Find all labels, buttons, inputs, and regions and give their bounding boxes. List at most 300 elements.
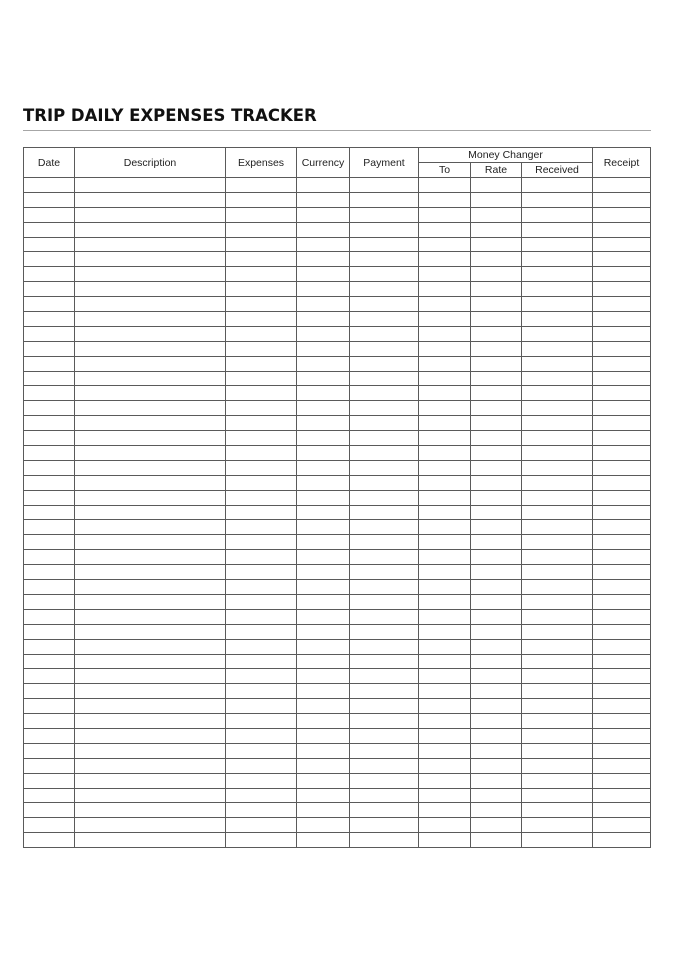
- cell-received[interactable]: [522, 431, 593, 446]
- cell-receipt[interactable]: [593, 758, 651, 773]
- cell-description[interactable]: [75, 609, 226, 624]
- cell-currency[interactable]: [297, 684, 350, 699]
- cell-payment[interactable]: [350, 758, 419, 773]
- cell-expenses[interactable]: [226, 178, 297, 193]
- cell-to[interactable]: [419, 758, 471, 773]
- cell-date[interactable]: [24, 475, 75, 490]
- cell-payment[interactable]: [350, 297, 419, 312]
- cell-receipt[interactable]: [593, 818, 651, 833]
- cell-currency[interactable]: [297, 431, 350, 446]
- cell-payment[interactable]: [350, 207, 419, 222]
- cell-payment[interactable]: [350, 699, 419, 714]
- cell-payment[interactable]: [350, 594, 419, 609]
- cell-rate[interactable]: [471, 594, 522, 609]
- cell-expenses[interactable]: [226, 818, 297, 833]
- cell-date[interactable]: [24, 803, 75, 818]
- cell-expenses[interactable]: [226, 609, 297, 624]
- cell-to[interactable]: [419, 222, 471, 237]
- cell-to[interactable]: [419, 684, 471, 699]
- cell-expenses[interactable]: [226, 386, 297, 401]
- cell-receipt[interactable]: [593, 609, 651, 624]
- cell-received[interactable]: [522, 416, 593, 431]
- cell-expenses[interactable]: [226, 237, 297, 252]
- cell-rate[interactable]: [471, 639, 522, 654]
- cell-rate[interactable]: [471, 728, 522, 743]
- cell-expenses[interactable]: [226, 416, 297, 431]
- cell-payment[interactable]: [350, 565, 419, 580]
- cell-description[interactable]: [75, 192, 226, 207]
- cell-receipt[interactable]: [593, 535, 651, 550]
- cell-currency[interactable]: [297, 818, 350, 833]
- cell-description[interactable]: [75, 312, 226, 327]
- cell-expenses[interactable]: [226, 520, 297, 535]
- cell-description[interactable]: [75, 356, 226, 371]
- cell-payment[interactable]: [350, 178, 419, 193]
- cell-received[interactable]: [522, 833, 593, 848]
- cell-receipt[interactable]: [593, 237, 651, 252]
- cell-received[interactable]: [522, 297, 593, 312]
- cell-rate[interactable]: [471, 386, 522, 401]
- cell-currency[interactable]: [297, 297, 350, 312]
- cell-received[interactable]: [522, 818, 593, 833]
- cell-receipt[interactable]: [593, 788, 651, 803]
- cell-received[interactable]: [522, 803, 593, 818]
- cell-description[interactable]: [75, 386, 226, 401]
- cell-payment[interactable]: [350, 192, 419, 207]
- cell-receipt[interactable]: [593, 580, 651, 595]
- cell-to[interactable]: [419, 833, 471, 848]
- cell-receipt[interactable]: [593, 416, 651, 431]
- cell-currency[interactable]: [297, 416, 350, 431]
- cell-date[interactable]: [24, 728, 75, 743]
- cell-payment[interactable]: [350, 326, 419, 341]
- cell-to[interactable]: [419, 580, 471, 595]
- cell-currency[interactable]: [297, 520, 350, 535]
- cell-rate[interactable]: [471, 490, 522, 505]
- cell-description[interactable]: [75, 818, 226, 833]
- cell-expenses[interactable]: [226, 550, 297, 565]
- cell-payment[interactable]: [350, 654, 419, 669]
- cell-currency[interactable]: [297, 371, 350, 386]
- cell-date[interactable]: [24, 297, 75, 312]
- cell-date[interactable]: [24, 714, 75, 729]
- cell-payment[interactable]: [350, 520, 419, 535]
- cell-date[interactable]: [24, 490, 75, 505]
- cell-description[interactable]: [75, 178, 226, 193]
- cell-date[interactable]: [24, 267, 75, 282]
- cell-receipt[interactable]: [593, 475, 651, 490]
- cell-description[interactable]: [75, 490, 226, 505]
- cell-expenses[interactable]: [226, 401, 297, 416]
- cell-description[interactable]: [75, 282, 226, 297]
- cell-expenses[interactable]: [226, 326, 297, 341]
- cell-receipt[interactable]: [593, 356, 651, 371]
- cell-received[interactable]: [522, 624, 593, 639]
- cell-to[interactable]: [419, 773, 471, 788]
- cell-received[interactable]: [522, 699, 593, 714]
- cell-rate[interactable]: [471, 267, 522, 282]
- cell-rate[interactable]: [471, 550, 522, 565]
- cell-expenses[interactable]: [226, 282, 297, 297]
- cell-to[interactable]: [419, 520, 471, 535]
- cell-currency[interactable]: [297, 490, 350, 505]
- cell-description[interactable]: [75, 788, 226, 803]
- cell-currency[interactable]: [297, 401, 350, 416]
- cell-received[interactable]: [522, 326, 593, 341]
- cell-to[interactable]: [419, 743, 471, 758]
- cell-description[interactable]: [75, 728, 226, 743]
- cell-to[interactable]: [419, 639, 471, 654]
- cell-date[interactable]: [24, 550, 75, 565]
- cell-description[interactable]: [75, 520, 226, 535]
- cell-description[interactable]: [75, 475, 226, 490]
- cell-to[interactable]: [419, 490, 471, 505]
- cell-to[interactable]: [419, 401, 471, 416]
- cell-expenses[interactable]: [226, 580, 297, 595]
- cell-rate[interactable]: [471, 565, 522, 580]
- cell-currency[interactable]: [297, 505, 350, 520]
- cell-currency[interactable]: [297, 178, 350, 193]
- cell-receipt[interactable]: [593, 773, 651, 788]
- cell-currency[interactable]: [297, 207, 350, 222]
- cell-date[interactable]: [24, 609, 75, 624]
- cell-description[interactable]: [75, 699, 226, 714]
- cell-to[interactable]: [419, 535, 471, 550]
- cell-payment[interactable]: [350, 460, 419, 475]
- cell-received[interactable]: [522, 252, 593, 267]
- cell-payment[interactable]: [350, 639, 419, 654]
- cell-to[interactable]: [419, 312, 471, 327]
- cell-date[interactable]: [24, 222, 75, 237]
- cell-expenses[interactable]: [226, 192, 297, 207]
- cell-date[interactable]: [24, 312, 75, 327]
- cell-received[interactable]: [522, 386, 593, 401]
- cell-description[interactable]: [75, 341, 226, 356]
- cell-receipt[interactable]: [593, 490, 651, 505]
- cell-rate[interactable]: [471, 252, 522, 267]
- cell-expenses[interactable]: [226, 758, 297, 773]
- cell-received[interactable]: [522, 639, 593, 654]
- cell-payment[interactable]: [350, 505, 419, 520]
- cell-date[interactable]: [24, 252, 75, 267]
- cell-rate[interactable]: [471, 460, 522, 475]
- cell-received[interactable]: [522, 490, 593, 505]
- cell-date[interactable]: [24, 520, 75, 535]
- cell-received[interactable]: [522, 520, 593, 535]
- cell-payment[interactable]: [350, 743, 419, 758]
- cell-received[interactable]: [522, 728, 593, 743]
- cell-date[interactable]: [24, 460, 75, 475]
- cell-receipt[interactable]: [593, 594, 651, 609]
- cell-currency[interactable]: [297, 669, 350, 684]
- cell-rate[interactable]: [471, 341, 522, 356]
- cell-to[interactable]: [419, 624, 471, 639]
- cell-description[interactable]: [75, 460, 226, 475]
- cell-date[interactable]: [24, 326, 75, 341]
- cell-rate[interactable]: [471, 773, 522, 788]
- cell-currency[interactable]: [297, 475, 350, 490]
- cell-expenses[interactable]: [226, 475, 297, 490]
- cell-expenses[interactable]: [226, 356, 297, 371]
- cell-description[interactable]: [75, 758, 226, 773]
- cell-payment[interactable]: [350, 833, 419, 848]
- cell-to[interactable]: [419, 252, 471, 267]
- cell-currency[interactable]: [297, 267, 350, 282]
- cell-to[interactable]: [419, 207, 471, 222]
- cell-rate[interactable]: [471, 654, 522, 669]
- cell-rate[interactable]: [471, 609, 522, 624]
- cell-to[interactable]: [419, 609, 471, 624]
- cell-currency[interactable]: [297, 252, 350, 267]
- cell-rate[interactable]: [471, 788, 522, 803]
- cell-expenses[interactable]: [226, 714, 297, 729]
- cell-date[interactable]: [24, 446, 75, 461]
- cell-rate[interactable]: [471, 237, 522, 252]
- cell-currency[interactable]: [297, 624, 350, 639]
- cell-receipt[interactable]: [593, 460, 651, 475]
- cell-rate[interactable]: [471, 356, 522, 371]
- cell-currency[interactable]: [297, 356, 350, 371]
- cell-payment[interactable]: [350, 356, 419, 371]
- cell-rate[interactable]: [471, 401, 522, 416]
- cell-rate[interactable]: [471, 833, 522, 848]
- cell-rate[interactable]: [471, 207, 522, 222]
- cell-currency[interactable]: [297, 758, 350, 773]
- cell-to[interactable]: [419, 594, 471, 609]
- cell-currency[interactable]: [297, 580, 350, 595]
- cell-expenses[interactable]: [226, 312, 297, 327]
- cell-date[interactable]: [24, 282, 75, 297]
- cell-date[interactable]: [24, 743, 75, 758]
- cell-receipt[interactable]: [593, 639, 651, 654]
- cell-rate[interactable]: [471, 416, 522, 431]
- cell-received[interactable]: [522, 460, 593, 475]
- cell-payment[interactable]: [350, 818, 419, 833]
- cell-date[interactable]: [24, 386, 75, 401]
- cell-to[interactable]: [419, 267, 471, 282]
- cell-rate[interactable]: [471, 699, 522, 714]
- cell-date[interactable]: [24, 594, 75, 609]
- cell-rate[interactable]: [471, 758, 522, 773]
- cell-date[interactable]: [24, 237, 75, 252]
- cell-expenses[interactable]: [226, 803, 297, 818]
- cell-payment[interactable]: [350, 446, 419, 461]
- cell-description[interactable]: [75, 743, 226, 758]
- cell-currency[interactable]: [297, 386, 350, 401]
- cell-receipt[interactable]: [593, 282, 651, 297]
- cell-description[interactable]: [75, 431, 226, 446]
- cell-expenses[interactable]: [226, 505, 297, 520]
- cell-rate[interactable]: [471, 312, 522, 327]
- cell-received[interactable]: [522, 550, 593, 565]
- cell-rate[interactable]: [471, 446, 522, 461]
- cell-date[interactable]: [24, 565, 75, 580]
- cell-to[interactable]: [419, 297, 471, 312]
- cell-currency[interactable]: [297, 192, 350, 207]
- cell-rate[interactable]: [471, 684, 522, 699]
- cell-description[interactable]: [75, 371, 226, 386]
- cell-payment[interactable]: [350, 624, 419, 639]
- cell-rate[interactable]: [471, 803, 522, 818]
- cell-to[interactable]: [419, 431, 471, 446]
- cell-to[interactable]: [419, 237, 471, 252]
- cell-payment[interactable]: [350, 386, 419, 401]
- cell-expenses[interactable]: [226, 654, 297, 669]
- cell-date[interactable]: [24, 788, 75, 803]
- cell-date[interactable]: [24, 416, 75, 431]
- cell-to[interactable]: [419, 178, 471, 193]
- cell-to[interactable]: [419, 386, 471, 401]
- cell-description[interactable]: [75, 639, 226, 654]
- cell-received[interactable]: [522, 743, 593, 758]
- cell-description[interactable]: [75, 297, 226, 312]
- cell-expenses[interactable]: [226, 624, 297, 639]
- cell-rate[interactable]: [471, 535, 522, 550]
- cell-description[interactable]: [75, 416, 226, 431]
- cell-payment[interactable]: [350, 788, 419, 803]
- cell-expenses[interactable]: [226, 743, 297, 758]
- cell-receipt[interactable]: [593, 565, 651, 580]
- cell-received[interactable]: [522, 609, 593, 624]
- cell-receipt[interactable]: [593, 371, 651, 386]
- cell-date[interactable]: [24, 773, 75, 788]
- cell-payment[interactable]: [350, 550, 419, 565]
- cell-description[interactable]: [75, 252, 226, 267]
- cell-to[interactable]: [419, 714, 471, 729]
- cell-currency[interactable]: [297, 788, 350, 803]
- cell-to[interactable]: [419, 371, 471, 386]
- cell-to[interactable]: [419, 341, 471, 356]
- cell-receipt[interactable]: [593, 446, 651, 461]
- cell-payment[interactable]: [350, 535, 419, 550]
- cell-expenses[interactable]: [226, 252, 297, 267]
- cell-received[interactable]: [522, 446, 593, 461]
- cell-received[interactable]: [522, 178, 593, 193]
- cell-date[interactable]: [24, 207, 75, 222]
- cell-expenses[interactable]: [226, 565, 297, 580]
- cell-to[interactable]: [419, 475, 471, 490]
- cell-receipt[interactable]: [593, 624, 651, 639]
- cell-date[interactable]: [24, 178, 75, 193]
- cell-to[interactable]: [419, 416, 471, 431]
- cell-rate[interactable]: [471, 192, 522, 207]
- cell-receipt[interactable]: [593, 267, 651, 282]
- cell-description[interactable]: [75, 624, 226, 639]
- cell-expenses[interactable]: [226, 446, 297, 461]
- cell-description[interactable]: [75, 550, 226, 565]
- cell-description[interactable]: [75, 833, 226, 848]
- cell-to[interactable]: [419, 788, 471, 803]
- cell-rate[interactable]: [471, 505, 522, 520]
- cell-payment[interactable]: [350, 490, 419, 505]
- cell-received[interactable]: [522, 788, 593, 803]
- cell-expenses[interactable]: [226, 669, 297, 684]
- cell-to[interactable]: [419, 818, 471, 833]
- cell-expenses[interactable]: [226, 639, 297, 654]
- cell-payment[interactable]: [350, 580, 419, 595]
- cell-payment[interactable]: [350, 341, 419, 356]
- cell-description[interactable]: [75, 654, 226, 669]
- cell-received[interactable]: [522, 222, 593, 237]
- cell-payment[interactable]: [350, 714, 419, 729]
- cell-currency[interactable]: [297, 326, 350, 341]
- cell-rate[interactable]: [471, 431, 522, 446]
- cell-description[interactable]: [75, 446, 226, 461]
- cell-date[interactable]: [24, 535, 75, 550]
- cell-received[interactable]: [522, 594, 593, 609]
- cell-received[interactable]: [522, 267, 593, 282]
- cell-expenses[interactable]: [226, 371, 297, 386]
- cell-expenses[interactable]: [226, 788, 297, 803]
- cell-rate[interactable]: [471, 326, 522, 341]
- cell-payment[interactable]: [350, 773, 419, 788]
- cell-to[interactable]: [419, 803, 471, 818]
- cell-received[interactable]: [522, 192, 593, 207]
- cell-currency[interactable]: [297, 594, 350, 609]
- cell-received[interactable]: [522, 684, 593, 699]
- cell-currency[interactable]: [297, 460, 350, 475]
- cell-to[interactable]: [419, 505, 471, 520]
- cell-received[interactable]: [522, 356, 593, 371]
- cell-to[interactable]: [419, 192, 471, 207]
- cell-rate[interactable]: [471, 580, 522, 595]
- cell-currency[interactable]: [297, 312, 350, 327]
- cell-receipt[interactable]: [593, 401, 651, 416]
- cell-currency[interactable]: [297, 743, 350, 758]
- cell-receipt[interactable]: [593, 699, 651, 714]
- cell-currency[interactable]: [297, 803, 350, 818]
- cell-receipt[interactable]: [593, 728, 651, 743]
- cell-rate[interactable]: [471, 371, 522, 386]
- cell-receipt[interactable]: [593, 431, 651, 446]
- cell-to[interactable]: [419, 446, 471, 461]
- cell-currency[interactable]: [297, 222, 350, 237]
- cell-expenses[interactable]: [226, 207, 297, 222]
- cell-expenses[interactable]: [226, 297, 297, 312]
- cell-receipt[interactable]: [593, 252, 651, 267]
- cell-currency[interactable]: [297, 609, 350, 624]
- cell-currency[interactable]: [297, 654, 350, 669]
- cell-payment[interactable]: [350, 282, 419, 297]
- cell-to[interactable]: [419, 699, 471, 714]
- cell-receipt[interactable]: [593, 312, 651, 327]
- cell-date[interactable]: [24, 401, 75, 416]
- cell-receipt[interactable]: [593, 505, 651, 520]
- cell-payment[interactable]: [350, 684, 419, 699]
- cell-rate[interactable]: [471, 282, 522, 297]
- cell-date[interactable]: [24, 758, 75, 773]
- cell-currency[interactable]: [297, 282, 350, 297]
- cell-expenses[interactable]: [226, 684, 297, 699]
- cell-date[interactable]: [24, 431, 75, 446]
- cell-payment[interactable]: [350, 222, 419, 237]
- cell-receipt[interactable]: [593, 192, 651, 207]
- cell-rate[interactable]: [471, 297, 522, 312]
- cell-receipt[interactable]: [593, 669, 651, 684]
- cell-expenses[interactable]: [226, 222, 297, 237]
- cell-to[interactable]: [419, 356, 471, 371]
- cell-received[interactable]: [522, 505, 593, 520]
- cell-to[interactable]: [419, 654, 471, 669]
- cell-date[interactable]: [24, 833, 75, 848]
- cell-received[interactable]: [522, 475, 593, 490]
- cell-received[interactable]: [522, 237, 593, 252]
- cell-date[interactable]: [24, 699, 75, 714]
- cell-payment[interactable]: [350, 312, 419, 327]
- cell-rate[interactable]: [471, 475, 522, 490]
- cell-receipt[interactable]: [593, 684, 651, 699]
- cell-expenses[interactable]: [226, 728, 297, 743]
